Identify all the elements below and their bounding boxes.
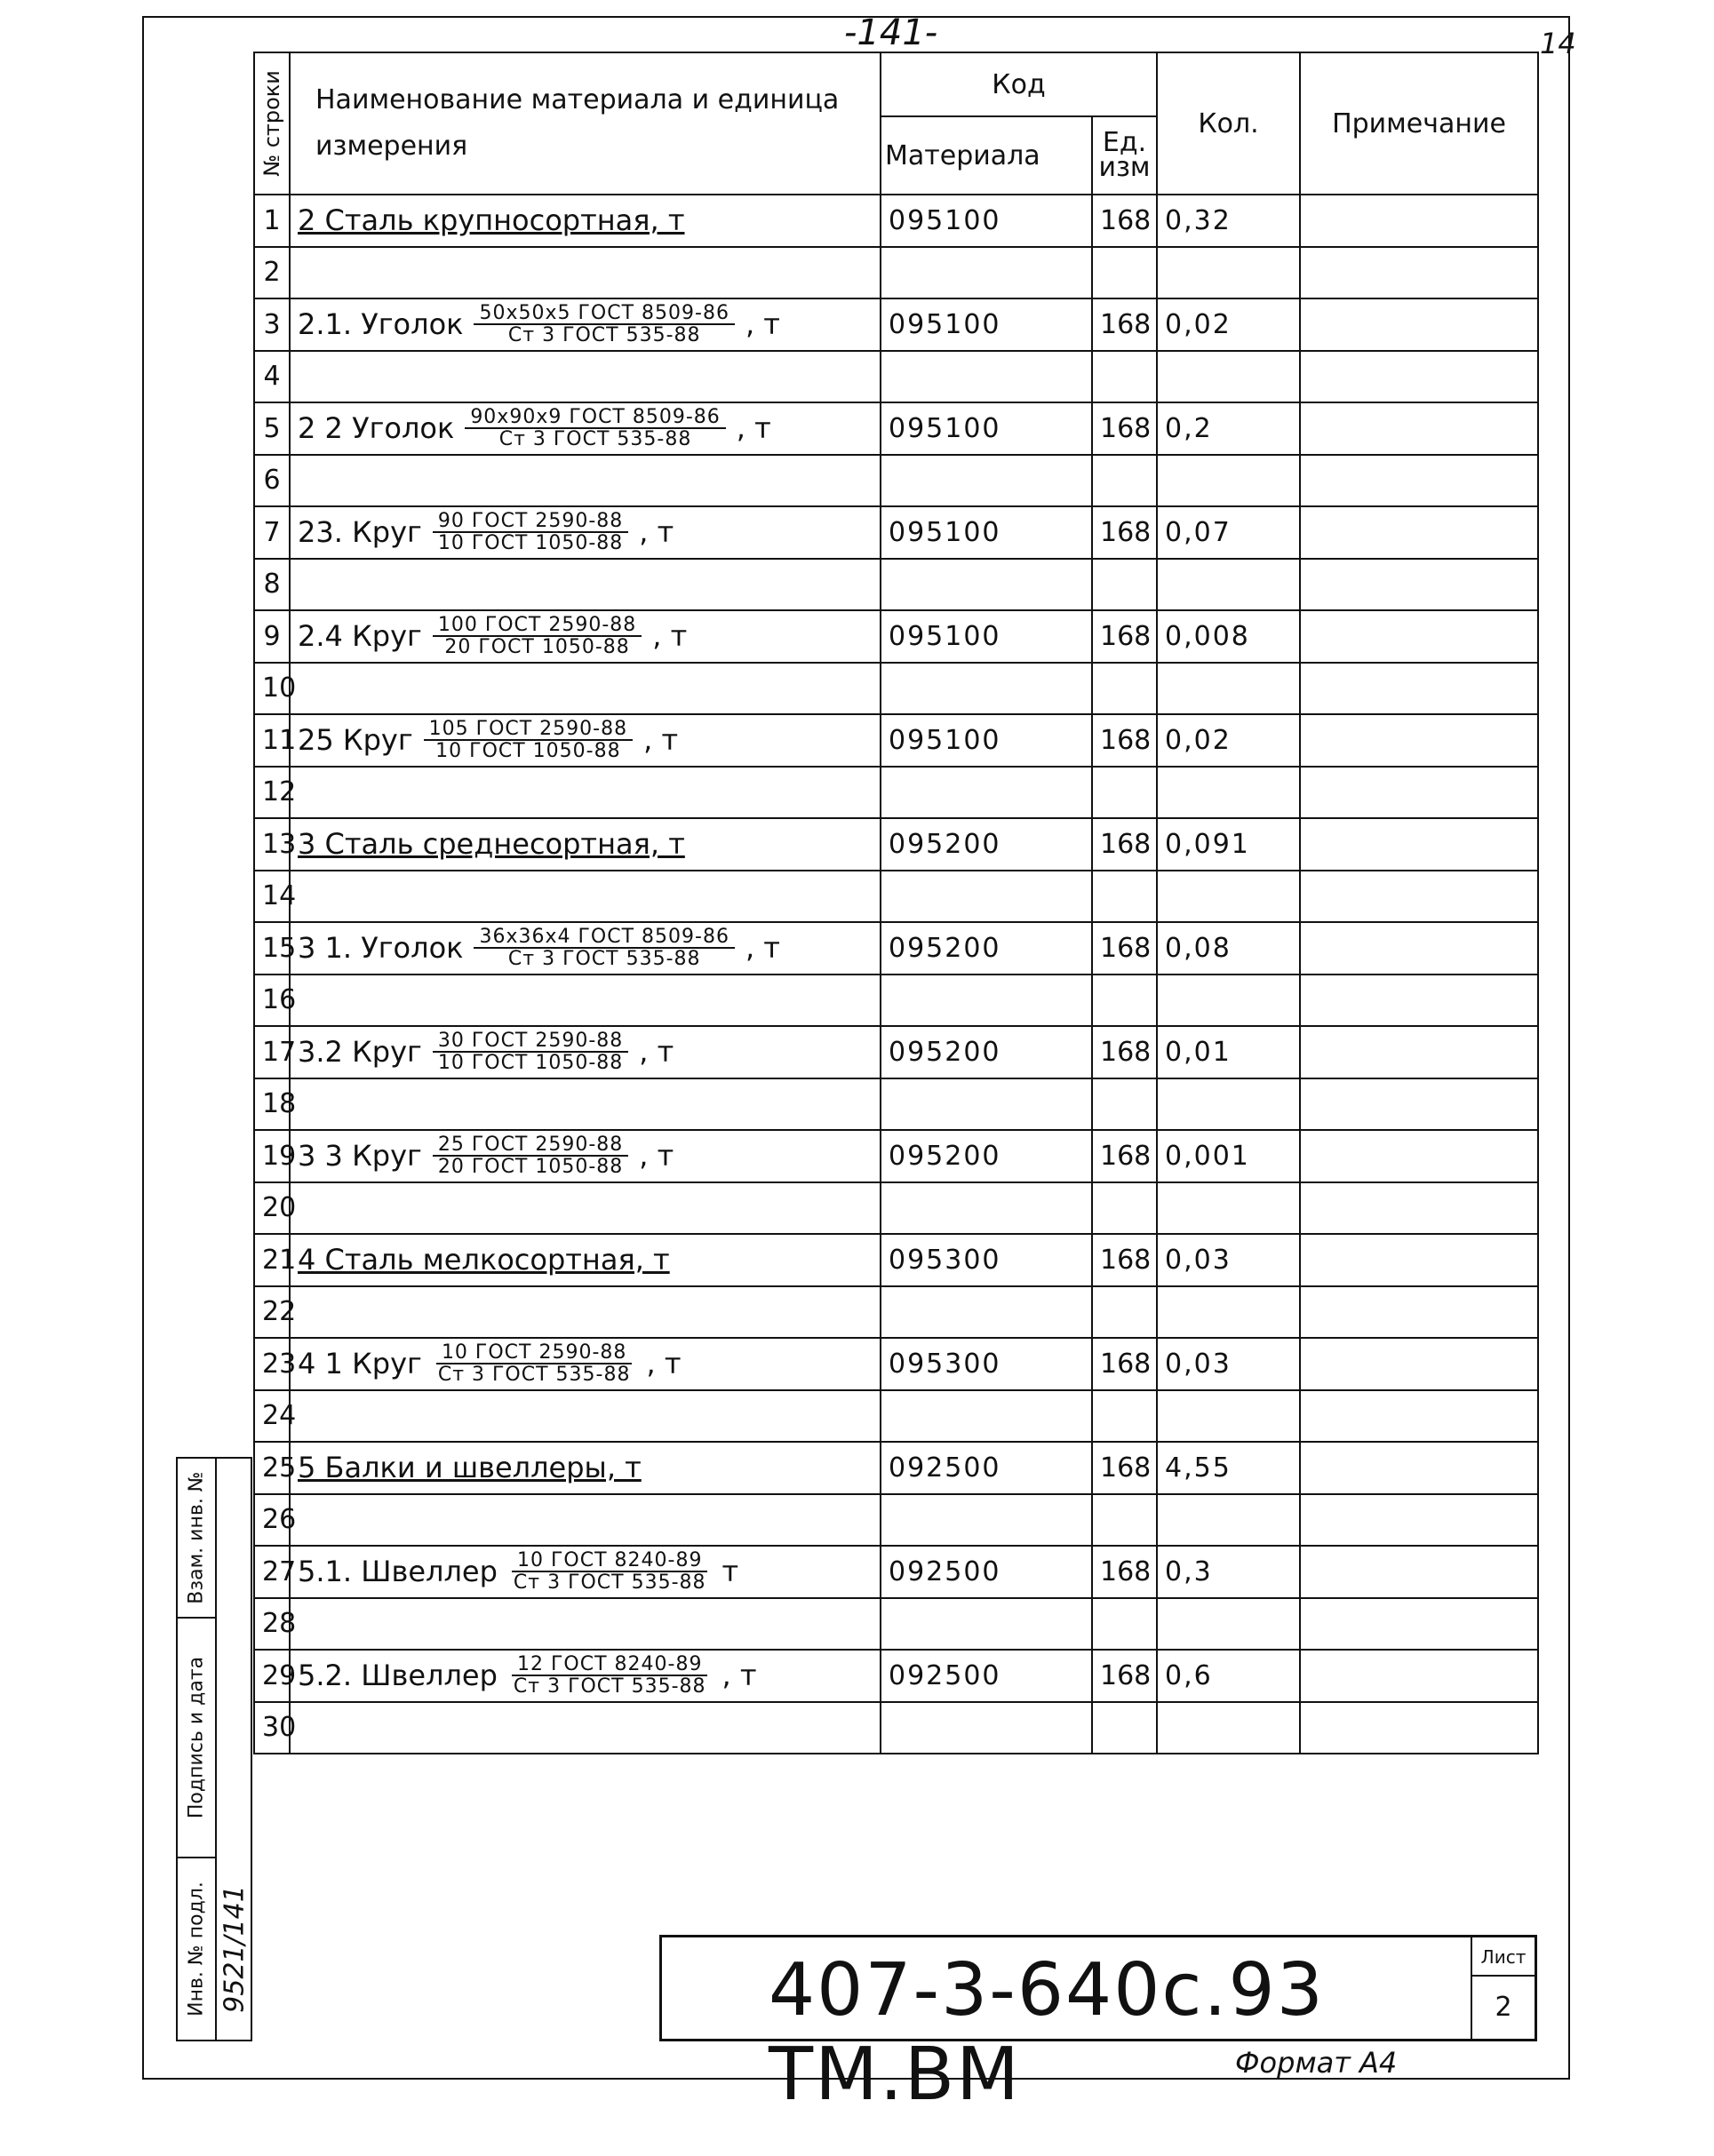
quantity: 0,02 [1157,714,1300,767]
table-row [254,1026,1538,1078]
fraction-numerator: 30 ГОСТ 2590-88 [433,1030,628,1053]
standard-fraction [474,927,734,969]
unit-suffix: , т [745,931,780,966]
unit-code [1092,663,1157,715]
material-code [881,975,1092,1027]
row-number: 10 [254,663,290,715]
row-description [290,195,881,247]
note-cell [1300,922,1538,975]
material-code [881,663,1092,715]
table-row [254,1234,1538,1286]
standard-fraction [433,1134,628,1177]
quantity [1157,1598,1300,1651]
note-cell [1300,767,1538,819]
quantity [1157,351,1300,403]
side-sign-date-label: Подпись и дата [185,1656,208,1819]
standard-fraction [474,303,734,346]
row-description [290,1026,881,1078]
quantity: 0,07 [1157,506,1300,559]
fraction-denominator: Ст 3 ГОСТ 535-88 [513,1571,706,1595]
unit-code: 168 [1092,1546,1157,1598]
quantity: 0,008 [1157,610,1300,663]
quantity [1157,247,1300,299]
row-number: 12 [254,767,290,819]
unit-code: 168 [1092,1234,1157,1286]
table-row [254,1338,1538,1390]
material-code [881,1286,1092,1339]
material-code [881,1494,1092,1547]
note-cell [1300,351,1538,403]
note-cell [1300,1338,1538,1390]
row-number: 22 [254,1286,290,1339]
standard-fraction [508,1550,712,1593]
unit-code: 168 [1092,402,1157,455]
note-cell [1300,1390,1538,1443]
specification-table [253,52,1539,1754]
note-cell [1300,559,1538,611]
row-description [290,1234,881,1286]
note-cell [1300,1650,1538,1702]
description-text: 4 1 Круг [298,1347,422,1381]
table-row [254,922,1538,975]
note-cell [1300,195,1538,247]
quantity: 0,6 [1157,1650,1300,1702]
quantity [1157,975,1300,1027]
fraction-numerator: 10 ГОСТ 8240-89 [512,1550,707,1572]
unit-code [1092,1286,1157,1339]
side-sign-date-cell [178,1619,215,1858]
unit-suffix: , т [646,1347,682,1381]
material-code [881,871,1092,923]
row-number: 5 [254,402,290,455]
fraction-numerator: 105 ГОСТ 2590-88 [424,719,633,741]
note-cell [1300,663,1538,715]
unit-code [1092,1078,1157,1131]
row-number: 17 [254,1026,290,1078]
table-row [254,298,1538,351]
standard-fraction [424,719,633,761]
row-number: 9 [254,610,290,663]
note-cell [1300,871,1538,923]
material-code: 095100 [881,610,1092,663]
quantity: 0,08 [1157,922,1300,975]
row-description [290,351,881,403]
unit-code [1092,1182,1157,1235]
note-cell [1300,714,1538,767]
fraction-denominator: Ст 3 ГОСТ 535-88 [513,1675,706,1699]
material-code: 095200 [881,1130,1092,1182]
header-material: Материала [881,116,1092,195]
sheet-number: 2 [1495,1992,1512,2023]
row-description [290,559,881,611]
fraction-numerator: 90x90x9 ГОСТ 8509-86 [465,407,725,429]
material-code [881,1390,1092,1443]
row-number: 4 [254,351,290,403]
row-number: 26 [254,1494,290,1547]
unit-code: 168 [1092,714,1157,767]
table-row [254,1182,1538,1235]
row-number: 21 [254,1234,290,1286]
corner-number: 14 [1540,27,1576,60]
note-cell [1300,975,1538,1027]
row-number: 11 [254,714,290,767]
description-text: 5.2. Швеллер [298,1659,498,1693]
standard-fraction [508,1654,712,1697]
row-description [290,1598,881,1651]
row-number: 14 [254,871,290,923]
quantity [1157,663,1300,715]
note-cell [1300,1130,1538,1182]
note-cell [1300,818,1538,871]
fraction-numerator: 36x36x4 ГОСТ 8509-86 [474,927,734,949]
row-description [290,1338,881,1390]
row-description [290,402,881,455]
note-cell [1300,1598,1538,1651]
row-description [290,247,881,299]
quantity: 4,55 [1157,1442,1300,1494]
material-code: 092500 [881,1442,1092,1494]
note-cell [1300,506,1538,559]
unit-code [1092,247,1157,299]
unit-suffix: т [721,1555,739,1589]
fraction-denominator: Ст 3 ГОСТ 535-88 [498,428,692,451]
table-row [254,506,1538,559]
quantity [1157,767,1300,819]
row-number: 2 [254,247,290,299]
row-number: 8 [254,559,290,611]
header-code: Код [881,52,1157,116]
quantity: 0,3 [1157,1546,1300,1598]
table-row [254,663,1538,715]
side-inv-value-cell [216,1858,252,2040]
row-number: 25 [254,1442,290,1494]
row-description [290,1130,881,1182]
material-code [881,247,1092,299]
quantity: 0,2 [1157,402,1300,455]
material-code [881,351,1092,403]
row-description [290,506,881,559]
row-number: 13 [254,818,290,871]
table-row [254,351,1538,403]
table-row [254,1130,1538,1182]
table-row [254,714,1538,767]
description-text: 3 3 Круг [298,1139,422,1173]
fraction-denominator: Ст 3 ГОСТ 535-88 [507,324,701,347]
standard-fraction [465,407,725,449]
unit-code [1092,455,1157,507]
material-code: 095300 [881,1338,1092,1390]
description-text: 5 Балки и швеллеры, т [298,1451,642,1485]
standard-fraction [433,511,628,553]
header-note: Примечание [1300,52,1538,195]
side-inv-label: Инв. № подл. [185,1882,208,2017]
table-row [254,1494,1538,1547]
unit-code [1092,1702,1157,1754]
document-code: 407-3-640с.93 ТМ.ВМ [769,1948,1325,2117]
fraction-denominator: 10 ГОСТ 1050-88 [435,740,621,763]
unit-code [1092,1390,1157,1443]
fraction-numerator: 12 ГОСТ 8240-89 [512,1654,707,1676]
table-row [254,975,1538,1027]
header-row-number-label: № строки [259,70,284,177]
format-label: Формат А4 [1235,2046,1398,2080]
row-description [290,1390,881,1443]
table-row [254,1702,1538,1754]
fraction-denominator: Ст 3 ГОСТ 535-88 [437,1364,631,1387]
unit-code [1092,1494,1157,1547]
row-description [290,871,881,923]
description-text: 3 1. Уголок [298,931,464,966]
unit-suffix: , т [745,307,780,342]
material-code: 095200 [881,1026,1092,1078]
sheet-box [1471,1937,1535,2039]
unit-code: 168 [1092,1338,1157,1390]
row-number: 15 [254,922,290,975]
unit-code [1092,351,1157,403]
unit-code: 168 [1092,195,1157,247]
material-code: 095100 [881,506,1092,559]
material-code: 095100 [881,714,1092,767]
row-description [290,1442,881,1494]
unit-suffix: , т [736,411,771,446]
note-cell [1300,402,1538,455]
description-text: 2.4 Круг [298,619,422,654]
fraction-numerator: 10 ГОСТ 2590-88 [436,1342,632,1364]
note-cell [1300,1442,1538,1494]
row-number: 20 [254,1182,290,1235]
side-inv-cell [178,1858,215,2040]
material-code: 095200 [881,922,1092,975]
quantity: 0,32 [1157,195,1300,247]
row-description [290,1182,881,1235]
row-number: 1 [254,195,290,247]
quantity [1157,455,1300,507]
side-inv-value: 9521/141 [219,1885,250,2013]
page-number: -141- [844,12,938,53]
unit-code [1092,871,1157,923]
description-text: 5.1. Швеллер [298,1555,498,1589]
row-description [290,455,881,507]
unit-code: 168 [1092,610,1157,663]
row-description [290,298,881,351]
note-cell [1300,1546,1538,1598]
quantity [1157,871,1300,923]
note-cell [1300,455,1538,507]
quantity [1157,1494,1300,1547]
unit-code [1092,559,1157,611]
quantity [1157,1286,1300,1339]
material-code: 092500 [881,1650,1092,1702]
table-row [254,1078,1538,1131]
row-description [290,1494,881,1547]
unit-code: 168 [1092,1650,1157,1702]
unit-suffix: , т [639,1139,674,1173]
description-text: 3.2 Круг [298,1035,422,1070]
note-cell [1300,1078,1538,1131]
row-number: 6 [254,455,290,507]
quantity: 0,001 [1157,1130,1300,1182]
row-description [290,975,881,1027]
table-row [254,871,1538,923]
header-qty: Кол. [1157,52,1300,195]
unit-suffix: , т [639,515,674,550]
description-text: 2 2 Уголок [298,411,455,446]
description-text: 23. Круг [298,515,422,550]
fraction-denominator: 10 ГОСТ 1050-88 [437,532,624,555]
note-cell [1300,1026,1538,1078]
quantity: 0,02 [1157,298,1300,351]
description-text: 4 Сталь мелкосортная, т [298,1243,670,1277]
unit-code [1092,975,1157,1027]
quantity [1157,1078,1300,1131]
unit-suffix: , т [639,1035,674,1070]
unit-code [1092,767,1157,819]
side-replace-inv-cell [178,1459,215,1619]
row-number: 18 [254,1078,290,1131]
quantity [1157,1702,1300,1754]
row-number: 23 [254,1338,290,1390]
note-cell [1300,610,1538,663]
row-description [290,1702,881,1754]
row-number: 7 [254,506,290,559]
quantity [1157,1182,1300,1235]
note-cell [1300,1494,1538,1547]
material-code [881,1078,1092,1131]
standard-fraction [433,1342,636,1385]
unit-code: 168 [1092,298,1157,351]
material-code [881,455,1092,507]
material-code: 095100 [881,298,1092,351]
table-row [254,1442,1538,1494]
row-number: 19 [254,1130,290,1182]
description-text: 3 Сталь среднесортная, т [298,827,685,862]
fraction-denominator: 20 ГОСТ 1050-88 [437,1156,624,1179]
row-number: 30 [254,1702,290,1754]
fraction-denominator: 20 ГОСТ 1050-88 [444,636,630,659]
table-row [254,559,1538,611]
fraction-numerator: 100 ГОСТ 2590-88 [433,615,642,637]
note-cell [1300,1702,1538,1754]
material-code: 095100 [881,402,1092,455]
material-code [881,1702,1092,1754]
quantity [1157,1390,1300,1443]
row-number: 3 [254,298,290,351]
material-code: 092500 [881,1546,1092,1598]
table-row [254,610,1538,663]
row-description [290,663,881,715]
description-text: 25 Круг [298,723,413,758]
material-code [881,1182,1092,1235]
row-number: 29 [254,1650,290,1702]
unit-code: 168 [1092,818,1157,871]
table-row [254,767,1538,819]
quantity: 0,03 [1157,1234,1300,1286]
header-unit: Ед. изм [1092,116,1157,195]
row-description [290,818,881,871]
row-description [290,1650,881,1702]
standard-fraction [433,615,642,657]
table-row [254,1286,1538,1339]
standard-fraction [433,1030,628,1073]
material-code [881,559,1092,611]
description-text: 2.1. Уголок [298,307,464,342]
unit-code: 168 [1092,506,1157,559]
table-row [254,818,1538,871]
table-row [254,1598,1538,1651]
header-row-number [254,52,290,195]
row-description [290,1286,881,1339]
quantity: 0,091 [1157,818,1300,871]
unit-suffix: , т [721,1659,757,1693]
note-cell [1300,247,1538,299]
header-name: Наименование материала и единица измерения [290,52,881,195]
note-cell [1300,1182,1538,1235]
row-number: 16 [254,975,290,1027]
table-row [254,402,1538,455]
side-stamp-strip [176,1457,252,2041]
row-description [290,1078,881,1131]
row-description [290,767,881,819]
row-description [290,1546,881,1598]
row-number: 28 [254,1598,290,1651]
unit-suffix: , т [643,723,679,758]
note-cell [1300,298,1538,351]
row-number: 27 [254,1546,290,1598]
note-cell [1300,1234,1538,1286]
fraction-denominator: 10 ГОСТ 1050-88 [437,1052,624,1075]
material-code: 095200 [881,818,1092,871]
fraction-numerator: 50x50x5 ГОСТ 8509-86 [474,303,734,325]
description-text: 2 Сталь крупносортная, т [298,203,685,238]
unit-suffix: , т [652,619,688,654]
side-replace-inv-label: Взам. инв. № [185,1471,208,1604]
table-row [254,247,1538,299]
row-number: 24 [254,1390,290,1443]
fraction-numerator: 25 ГОСТ 2590-88 [433,1134,628,1157]
material-code: 095300 [881,1234,1092,1286]
unit-code: 168 [1092,1026,1157,1078]
fraction-denominator: Ст 3 ГОСТ 535-88 [507,948,701,971]
table-row [254,1546,1538,1598]
note-cell [1300,1286,1538,1339]
header-row-1 [254,52,1538,116]
table-row [254,1390,1538,1443]
row-description [290,610,881,663]
quantity [1157,559,1300,611]
quantity: 0,03 [1157,1338,1300,1390]
unit-code: 168 [1092,1442,1157,1494]
unit-code: 168 [1092,1130,1157,1182]
table-row [254,1650,1538,1702]
material-code [881,767,1092,819]
table-row [254,195,1538,247]
unit-code: 168 [1092,922,1157,975]
unit-code [1092,1598,1157,1651]
table-row [254,455,1538,507]
material-code: 095100 [881,195,1092,247]
row-description [290,922,881,975]
material-code [881,1598,1092,1651]
quantity: 0,01 [1157,1026,1300,1078]
sheet-label: Лист [1472,1937,1535,1977]
row-description [290,714,881,767]
fraction-numerator: 90 ГОСТ 2590-88 [433,511,628,533]
